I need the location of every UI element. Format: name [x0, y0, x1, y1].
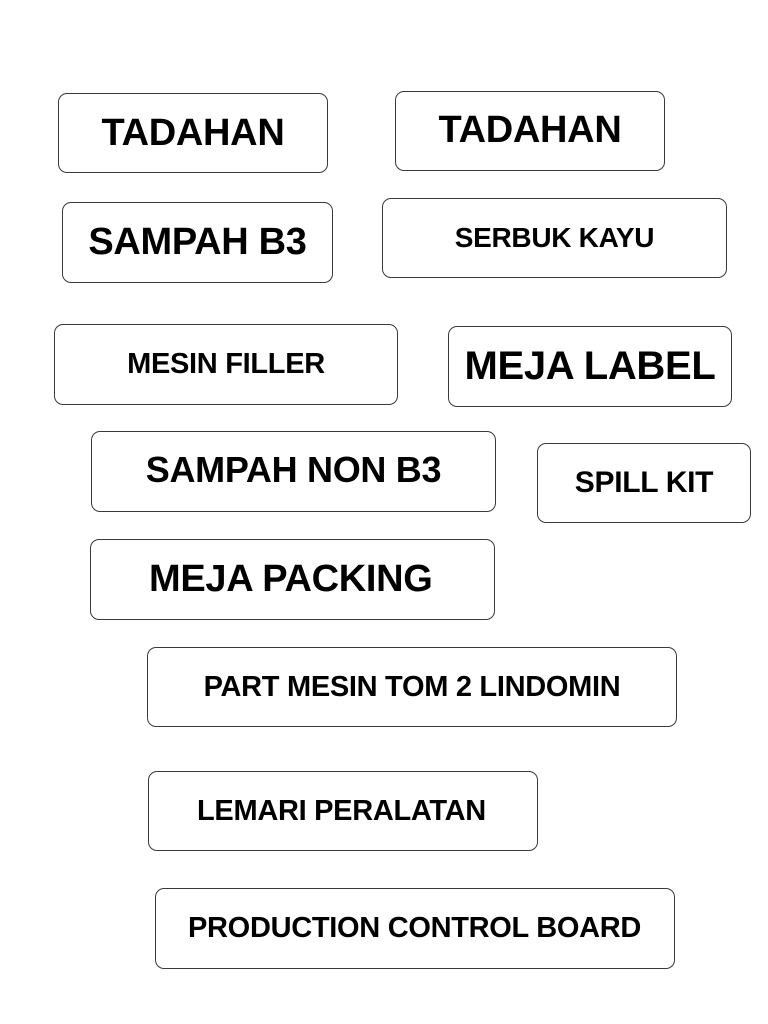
label-serbuk-kayu [382, 198, 727, 278]
label-text: PRODUCTION CONTROL BOARD [188, 912, 642, 944]
label-sampah-b3 [62, 202, 333, 283]
label-text: PART MESIN TOM 2 LINDOMIN [203, 670, 621, 703]
label-tadahan-2 [395, 91, 665, 171]
label-text: SPILL KIT [574, 466, 714, 499]
label-tadahan-1 [58, 93, 328, 173]
label-meja-label [448, 326, 732, 407]
label-sampah-non-b3 [91, 431, 496, 512]
label-meja-packing [90, 539, 495, 620]
label-text: SERBUK KAYU [454, 222, 655, 253]
label-text: SAMPAH B3 [88, 221, 307, 263]
label-production-control-board [155, 888, 675, 969]
label-lemari-peralatan [148, 771, 538, 851]
label-spill-kit [537, 443, 751, 523]
label-text: TADAHAN [101, 111, 285, 154]
label-text: LEMARI PERALATAN [197, 794, 486, 827]
label-text: SAMPAH NON B3 [145, 448, 442, 490]
label-part-mesin [147, 647, 677, 727]
label-text: TADAHAN [438, 108, 622, 151]
label-text: MEJA LABEL [464, 344, 716, 388]
label-mesin-filler [54, 324, 398, 405]
label-text: MEJA PACKING [149, 558, 433, 600]
label-text: MESIN FILLER [127, 348, 325, 380]
